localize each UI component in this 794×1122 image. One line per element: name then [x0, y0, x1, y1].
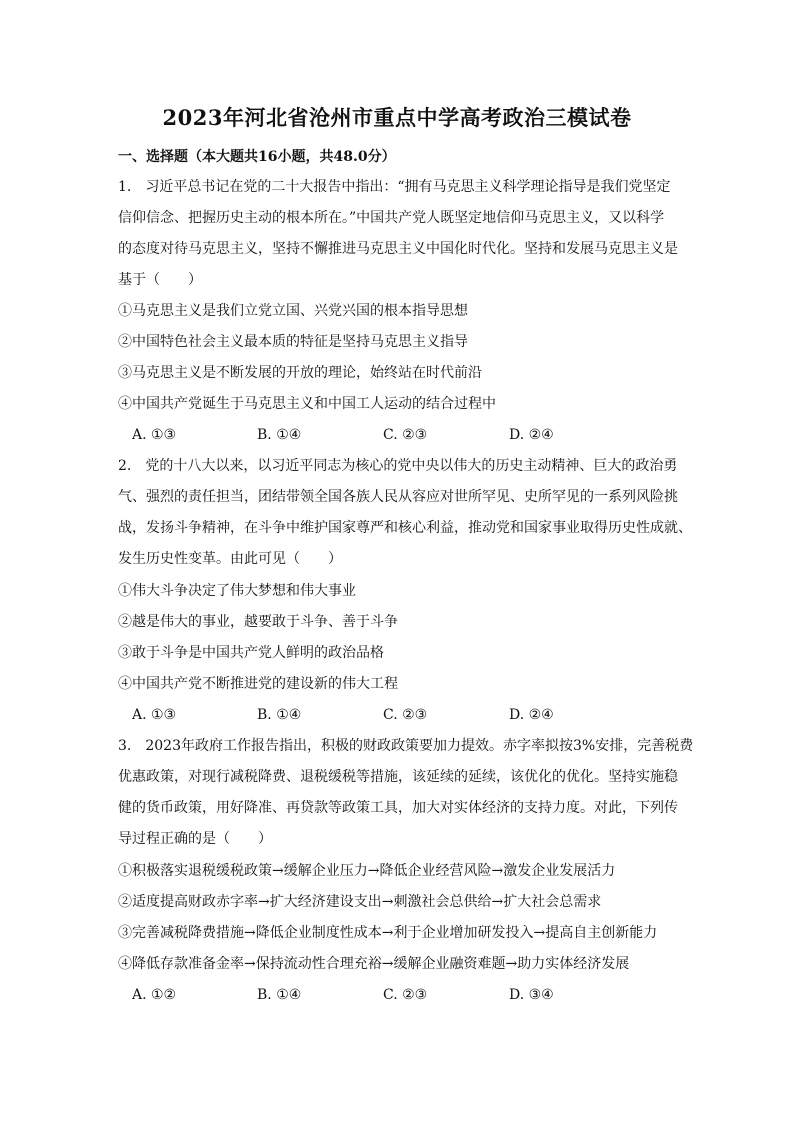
question-1-statement: ③马克思主义是不断发展的开放的理论，始终站在时代前沿 [118, 365, 482, 381]
question-3-stem-line: 导过程正确的是（ ） [118, 831, 272, 847]
option-a: A. ①③ [132, 427, 177, 443]
question-1-stem-line: 基于（ ） [118, 272, 202, 288]
question-3-statement: ①积极落实退税缓税政策→缓解企业压力→降低企业经营风险→激发企业发展活力 [118, 863, 616, 879]
question-3-stem-line: 健的货币政策，用好降准、再贷款等政策工具，加大对实体经济的支持力度。对此，下列传 [118, 800, 678, 816]
option-c: C. ②③ [383, 427, 428, 443]
option-d: D. ③④ [509, 987, 554, 1003]
question-1-statement: ②中国特色社会主义最本质的特征是坚持马克思主义指导 [118, 334, 468, 350]
question-3-statement: ②适度提高财政赤字率→扩大经济建设支出→刺激社会总供给→扩大社会总需求 [118, 894, 602, 910]
question-2-stem-line: 2. 党的十八大以来，以习近平同志为核心的党中央以伟大的历史主动精神、巨大的政治勇 [118, 458, 678, 474]
question-1-stem-line: 信仰信念、把握历史主动的根本所在。”中国共产党人既坚定地信仰马克思主义，又以科学 [118, 210, 665, 226]
section-header: 一、选择题（本大题共16小题，共48.0分） [118, 149, 396, 165]
question-1-statement: ④中国共产党诞生于马克思主义和中国工人运动的结合过程中 [118, 396, 496, 412]
question-2-statement: ④中国共产党不断推进党的建设新的伟大工程 [118, 676, 398, 692]
question-2-stem-line: 气、强烈的责任担当，团结带领全国各族人民从容应对世所罕见、史所罕见的一系列风险挑 [118, 489, 678, 505]
question-2-statement: ②越是伟大的事业，越要敢于斗争、善于斗争 [118, 614, 398, 630]
question-3-statement: ④降低存款准备金率→保持流动性合理充裕→缓解企业融资难题→助力实体经济发展 [118, 956, 630, 972]
question-2-stem-line: 发生历史性变革。由此可见（ ） [118, 551, 342, 567]
option-d: D. ②④ [509, 427, 554, 443]
option-b: B. ①④ [257, 707, 302, 723]
option-b: B. ①④ [257, 987, 302, 1003]
question-3-stem-line: 3. 2023年政府工作报告指出，积极的财政政策要加力提效。赤字率拟按3%安排，完善税费 [118, 738, 694, 754]
question-3-stem-line: 优惠政策，对现行减税降费、退税缓税等措施，该延续的延续，该优化的优化。坚持实施稳 [118, 769, 678, 785]
option-d: D. ②④ [509, 707, 554, 723]
exam-title: 2023年河北省沧州市重点中学高考政治三模试卷 [162, 105, 632, 130]
option-c: C. ②③ [383, 987, 428, 1003]
option-a: A. ①② [132, 987, 177, 1003]
question-2-statement: ①伟大斗争决定了伟大梦想和伟大事业 [118, 583, 356, 599]
question-2-stem-line: 战，发扬斗争精神，在斗争中维护国家尊严和核心利益，推动党和国家事业取得历史性成就、 [118, 520, 692, 536]
option-a: A. ①③ [132, 707, 177, 723]
option-c: C. ②③ [383, 707, 428, 723]
question-1-stem-line: 的态度对待马克思主义，坚持不懈推进马克思主义中国化时代化。坚持和发展马克思主义是 [118, 241, 678, 257]
question-3-statement: ③完善减税降费措施→降低企业制度性成本→利于企业增加研发投入→提高自主创新能力 [118, 925, 658, 941]
question-1-stem-line: 1. 习近平总书记在党的二十大报告中指出：“拥有马克思主义科学理论指导是我们党坚定 [118, 179, 671, 195]
option-b: B. ①④ [257, 427, 302, 443]
question-1-statement: ①马克思主义是我们立党立国、兴党兴国的根本指导思想 [118, 303, 468, 319]
question-2-statement: ③敢于斗争是中国共产党人鲜明的政治品格 [118, 645, 384, 661]
